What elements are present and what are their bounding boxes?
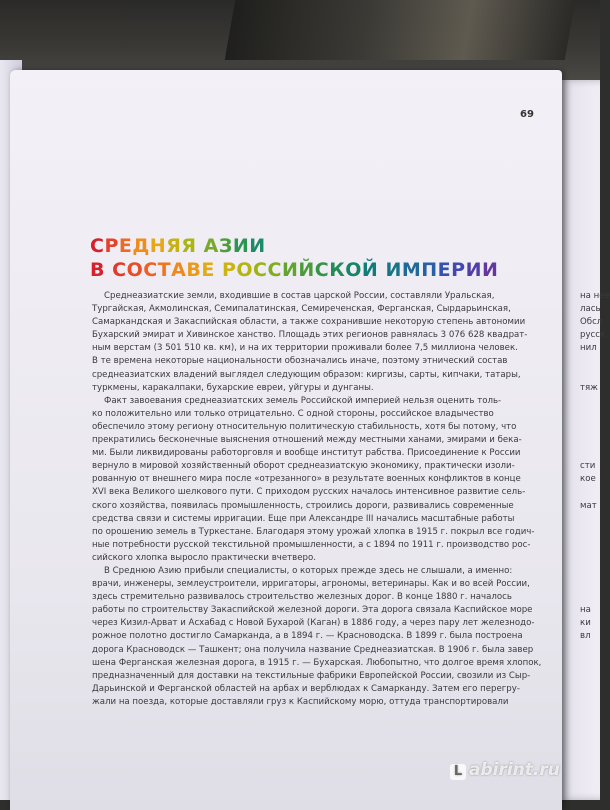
text-line: Тургайская, Акмолинская, Семипалатинская, Семиреченская, Ферганская, Сырдарьинская, [92, 304, 511, 315]
heading-letter: Р [221, 259, 237, 281]
margin-fragment: русск [580, 330, 606, 341]
heading-letter: И [249, 235, 266, 257]
margin-fragment [580, 355, 610, 368]
margin-fragment: нил [580, 343, 597, 354]
heading-letter: Р [104, 235, 119, 257]
margin-fragment [580, 683, 610, 696]
page-number: 69 [520, 109, 534, 120]
background-object [225, 0, 576, 60]
text-line: вернуло в мировой хозяйственный оборот среднеазиатскую экономику, практически изоли- [92, 461, 515, 472]
text-line: ные потребности русской текстильной промышленности, а с 1894 по 1911 г. производство рос- [92, 539, 531, 550]
text-line: жали на поезда, которые доставляли груз к Каспийскому морю, оттуда транспортировали [92, 696, 509, 707]
heading-letter: Р [451, 259, 466, 281]
heading-letter: О [236, 259, 254, 281]
text-line: XVI века Великого шелкового пути. С приходом русских началось интенсивное развитие сель- [92, 487, 526, 498]
text-line: шена Ферганская железная дорога, в 1915 г. — Бухарская. Любопытно, что долгое время хлопок, [92, 657, 542, 668]
text-line: туркмены, каракалпаки, бухарские евреи, уйгуры и дунганы. [92, 382, 374, 393]
heading-letter: П [421, 259, 438, 281]
text-line: предназначенный для доставки на текстильные фабрики Европейской России, свозили из Сыр- [92, 670, 531, 681]
text-line: через Кизил-Арват и Асхабад с Новой Бухарой (Каган) в 1886 году, а через пару лет железнодо- [92, 618, 535, 629]
heading-letter: С [112, 259, 127, 281]
watermark-logo-icon: L [450, 764, 466, 780]
text-line: дорога Красноводск — Ташкент; она получила название Среднеазиатская. В 1906 г. была завер [92, 644, 534, 655]
heading-letter: С [314, 259, 330, 281]
heading-letter: С [90, 235, 105, 257]
heading-letter: В [186, 259, 202, 281]
margin-fragment [580, 578, 610, 591]
right-page-text [580, 290, 610, 709]
text-line: В те времена некоторые национальности обозначались иначе, поэтому этнический состав [92, 356, 508, 367]
heading-letter: А [171, 259, 187, 281]
margin-fragment [580, 539, 610, 552]
margin-fragment [580, 434, 610, 447]
text-line: рованную от внешнего мира после «отрезанного» в результате военных конфликтов в конце [92, 474, 521, 485]
text-line: ми. Были ликвидированы работорговля и вообще институт рабства. Присоединение к России [92, 448, 521, 459]
heading-letter: И [482, 259, 499, 281]
text-line: врачи, инженеры, землеустроители, ирригаторы, агрономы, ветеринары. Как и во всей России, [92, 579, 530, 590]
margin-fragment [580, 408, 610, 421]
text-line: Бухарский эмират и Хивинское ханство. Площадь этих регионов равнялась 3 076 628 квадрат- [92, 330, 528, 341]
text-line: работы по строительству Закаспийской железной дороги. Эта дорога связала Каспийское море [92, 605, 533, 616]
text-line: по орошению земель в Туркестане. Благодаря этому урожай хлопка в 1915 г. покрыл все годич- [92, 526, 535, 537]
heading-letter [215, 259, 222, 281]
text-line: Среднеазиатские земли, входившие в состав царской России, составляли Уральская, [104, 291, 495, 301]
margin-fragment: Обсл [580, 317, 603, 328]
heading-letter [196, 235, 203, 257]
heading-letter: С [253, 259, 268, 281]
heading-letter: Е [118, 235, 133, 257]
margin-fragment [580, 395, 610, 408]
margin-fragment [580, 552, 610, 565]
text-line: сийского хлопка выросло практически вчетверо. [92, 552, 316, 563]
text-line: Самаркандская и Закаспийская области, а также сохранившие некоторую степень автономии [92, 317, 526, 328]
heading-letter: М [401, 259, 422, 281]
margin-fragment [580, 657, 610, 670]
margin-fragment [580, 421, 610, 434]
heading-letter: Й [298, 259, 315, 281]
heading-letter: Н [149, 235, 167, 257]
margin-fragment [580, 565, 610, 578]
text-line: ным верстам (3 501 510 кв. км), и на их территории проживали более 7,5 миллиона человек. [92, 343, 518, 354]
heading-line-2 [90, 258, 498, 282]
text-line: ко положительно или только отрицательно. С одной стороны, российское владычество [92, 408, 494, 419]
margin-fragment [580, 526, 610, 539]
margin-fragment: сти [580, 461, 596, 472]
margin-fragment: лась [580, 304, 601, 315]
text-line: Дарьинской и Ферганской областей на арбах и верблюдах к Самарканду. Затем его перегру- [92, 683, 520, 694]
margin-fragment [580, 644, 610, 657]
heading-letter: Е [437, 259, 452, 281]
text-line: средства связи и системы ирригации. Еще при Александре III начались масштабные работы [92, 513, 515, 524]
margin-fragment [580, 369, 610, 382]
heading-letter: С [267, 259, 282, 281]
margin-fragment [580, 447, 610, 460]
heading-letter: Е [201, 259, 215, 281]
text-line: В Среднюю Азию прибыли специалисты, о которых прежде здесь не слышали, а именно: [104, 565, 513, 576]
margin-fragment: кое [580, 474, 596, 485]
margin-fragment: на [580, 605, 591, 616]
heading-letter: И [385, 259, 402, 281]
watermark-text: abirint.ru [469, 760, 560, 780]
margin-fragment: мат [580, 500, 597, 511]
heading-letter: Д [132, 235, 150, 257]
heading-letter: И [465, 259, 482, 281]
heading-letter: Я [181, 235, 197, 257]
heading-letter: К [329, 259, 346, 281]
heading-letter: Т [157, 259, 172, 281]
heading-letter: С [143, 259, 158, 281]
text-line: рожное полотно достигло Самарканда, а в 1894 г. — Красноводска. В 1899 г. была построена [92, 631, 523, 642]
text-line: прекратились бесконечные выяснения отношений между местными ханами, эмирами и бека- [92, 435, 522, 446]
heading-letter: Й [361, 259, 379, 281]
text-line: здесь стремительно развивалось строительство железных дорог. В конце 1880 г. началось [92, 592, 512, 603]
heading-line-1 [90, 234, 498, 258]
heading-letter: З [218, 235, 233, 257]
margin-fragment: вл [580, 631, 591, 642]
margin-fragment [580, 591, 610, 604]
heading-letter: И [281, 259, 299, 281]
heading-letter: О [126, 259, 144, 281]
heading-letter: И [232, 235, 250, 257]
text-line: обеспечило этому региону относительную политическую стабильность, хотя бы потому, что [92, 421, 517, 432]
watermark [450, 760, 560, 780]
heading-letter: Я [166, 235, 182, 257]
heading-letter: А [203, 235, 219, 257]
margin-fragment [580, 486, 610, 499]
chapter-heading [90, 234, 498, 282]
margin-fragment [580, 670, 610, 683]
heading-letter: О [345, 259, 362, 281]
margin-fragment [580, 513, 610, 526]
margin-fragment: ки [580, 618, 591, 629]
heading-letter: В [90, 259, 105, 281]
margin-fragment: на нее [580, 291, 610, 301]
text-line: Факт завоевания среднеазиатских земель Российской империей нельзя оценить толь- [104, 395, 502, 406]
text-line: ского хозяйства, появилась промышленность, строились дороги, развивались современные [92, 500, 514, 511]
text-line: среднеазиатских владений выглядел следующим образом: киргизы, сарты, кипчаки, татары, [92, 369, 521, 380]
margin-fragment: тяж [580, 382, 598, 393]
margin-fragment [580, 696, 610, 709]
right-page [560, 80, 610, 800]
body-text [92, 290, 542, 709]
